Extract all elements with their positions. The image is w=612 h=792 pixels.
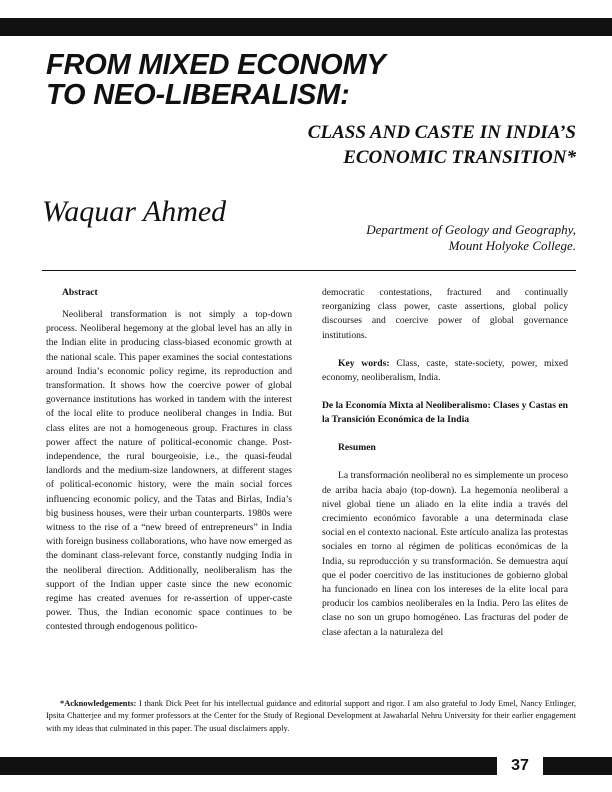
resumen-text: La transformación neoliberal no es simplemente un proceso de arriba hacia abajo (top-down). La hegemonía neoliberal a nivel global tiene un aliado en la elite india a través del crecimiento económico favorable a una determinada clase social en el contexto nacional. Este artículo analiza las protestas sociales en torno al régimen de políticas económicas de la India, su reproducción y su transformación. Se demuestra aquí que el poder coercitivo de las instituciones de gobierno global ha funcionado en línea con los intereses de la elite local para producir los cambios neoliberales en la India. Pero las elites de clase no son un grupo homogéneo. Las fracturas del poder de clase afectan a la naturaleza del [322, 470, 568, 638]
article-title [46, 50, 586, 110]
affiliation-line-2: Mount Holyoke College. [448, 238, 576, 253]
acknowledgements-footnote [46, 698, 576, 735]
spanish-title: De la Economía Mixta al Neoliberalismo: Clases y Castas en la Transición Económica de la India [322, 400, 568, 426]
header-divider [42, 270, 576, 271]
author-affiliation [276, 222, 576, 254]
acknowledgements-label: *Acknowledgements: [60, 699, 137, 708]
affiliation-line-1: Department of Geology and Geography, [366, 222, 576, 237]
abstract-text-continued: democratic contestations, fractured and continually reorganizing class power, caste assertions, global policy discourses and coercive power of global governance institutions. [322, 287, 568, 341]
page-number: 37 [511, 757, 529, 774]
title-line-1: FROM MIXED ECONOMY [46, 49, 386, 81]
bottom-decorative-bar-right [543, 757, 612, 775]
right-column [322, 286, 568, 640]
author-name: Waquar Ahmed [42, 195, 227, 228]
article-subtitle [156, 120, 576, 170]
subtitle-line-1: CLASS AND CASTE IN INDIA’S [307, 122, 576, 143]
resumen-heading: Resumen [338, 442, 376, 454]
acknowledgements-text: I thank Dick Peet for his intellectual guidance and editorial support and rigor. I am also grateful to Jody Emel, Nancy Ettlinger, Ipsita Chatterjee and my former professors at the Center for the Study of Regional Development at Jawaharlal Nehru University for their earlier engagement with my ideas that culminated in this paper. The usual disclaimers apply. [46, 699, 576, 733]
abstract-heading: Abstract [62, 287, 98, 298]
bottom-decorative-bar [0, 757, 497, 775]
top-decorative-bar [0, 18, 612, 36]
title-line-2: TO NEO-LIBERALISM: [46, 79, 350, 111]
abstract-text: Neoliberal transformation is not simply a top-down process. Neoliberal hegemony at the global level has an ally in the Indian elite in producing class-biased economic growth at the national scale. This paper examines the social contestations around India’s economic policy regime, its reproduction and transformation. It shows how the coercive power of global governance institutions has worked in tandem with the interest of the local elite to produce neoliberal changes in India. But class elites are not a homogeneous group. Fractures in class power affect the nature of political-economic change. Post-independence, the rural bourgeoisie, i.e., the quasi-feudal landlords and the medium-size landowners, at different stages of political-economic history, were the main social forces influencing economic policy, and the Tatas and Birlas, India’s big business houses, were their urban counterparts. 1980s were witness to the rise of a “new breed of entrepreneurs” in India with foreign business collaborations, who have now emerged as the dominant class-relevant force, constantly nudging India in the neoliberal direction. Additionally, neoliberalism has the support of the Indian upper caste since the new economic regime has created avenues for re-assertion of upper-caste power. Thus, the Indian economic space continues to be contested through endogenous politico- [46, 309, 292, 633]
keywords-label: Key words: [338, 357, 390, 369]
subtitle-line-2: ECONOMIC TRANSITION* [343, 147, 576, 168]
keywords-text: Class, caste, state-society, power, mixed economy, neoliberalism, India. [322, 357, 568, 384]
keywords [322, 357, 568, 385]
left-column [46, 286, 292, 635]
